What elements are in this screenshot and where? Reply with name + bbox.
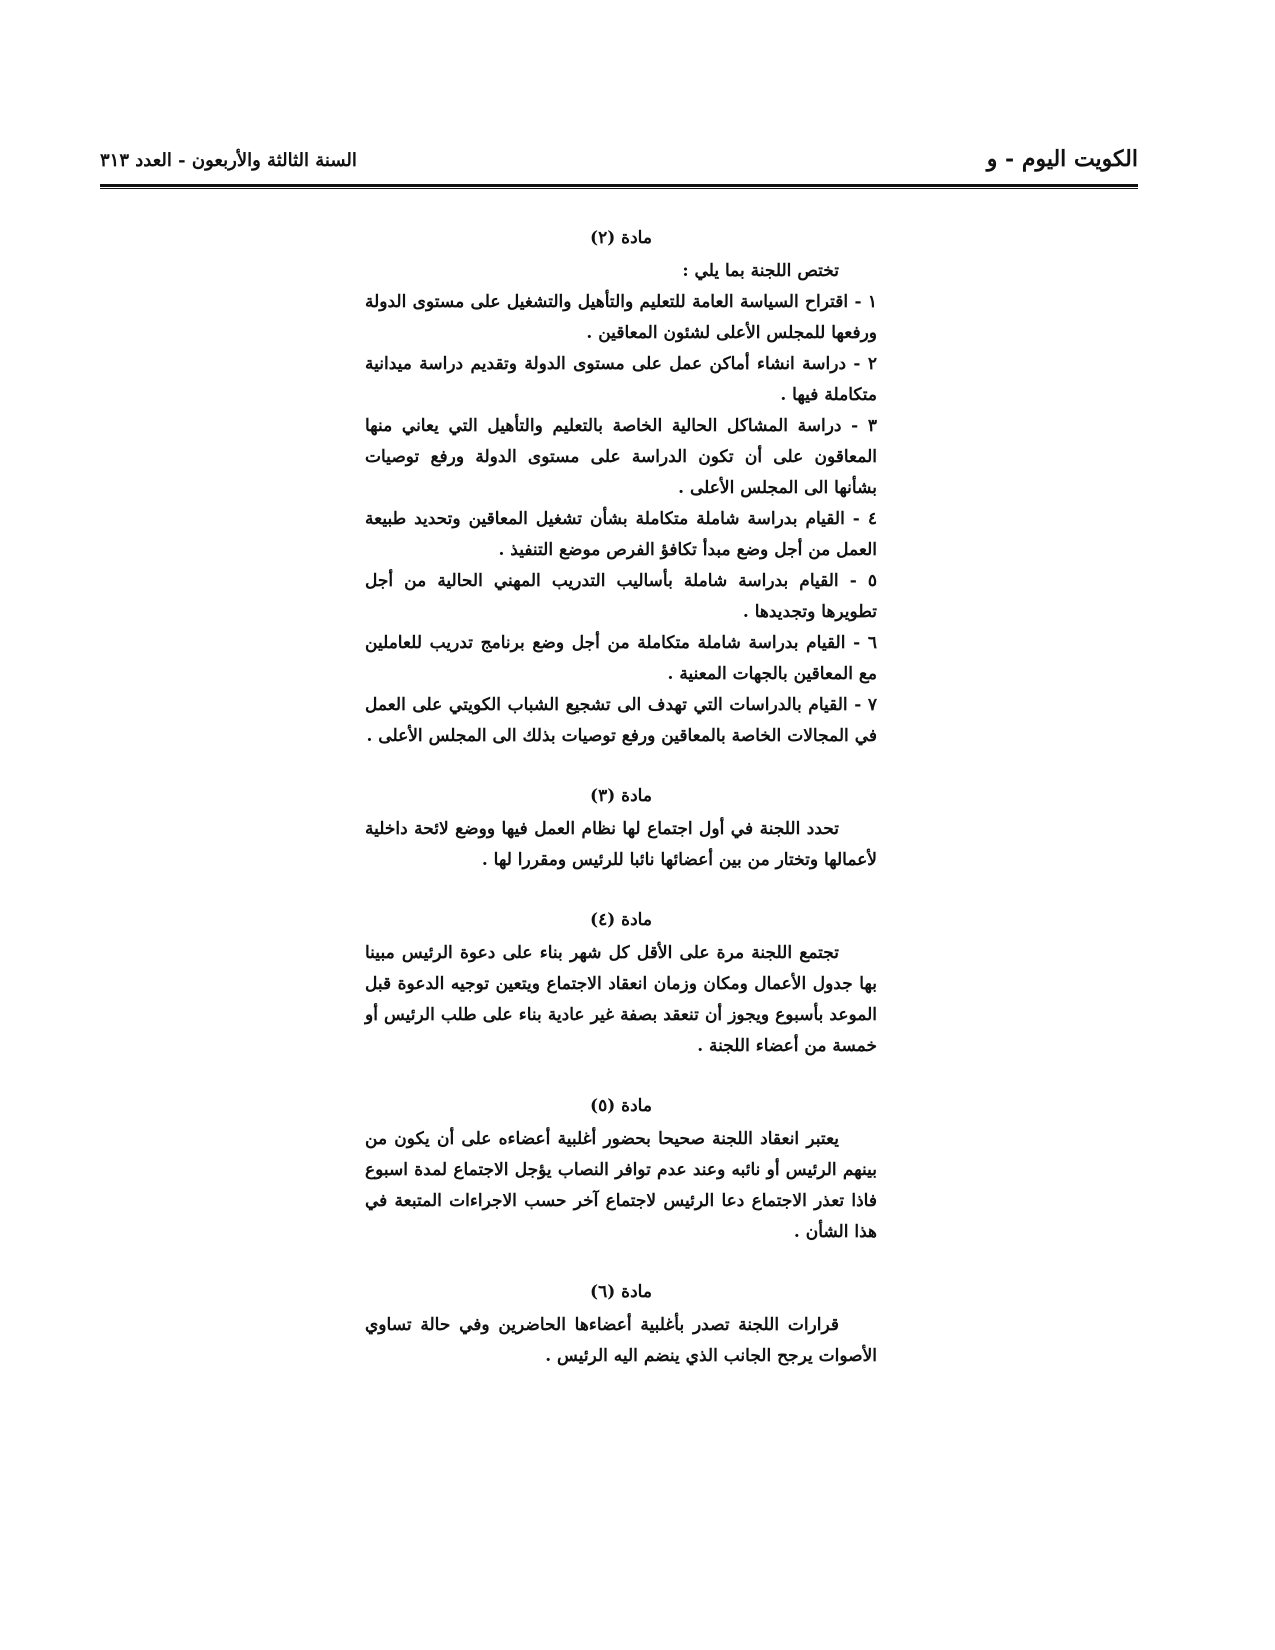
article-text: تجتمع اللجنة مرة على الأقل كل شهر بناء على دعوة الرئيس مبينا بها جدول الأعمال ومكان وزمان انعقاد الاجتماع ويتعين توجيه الدعوة قبل الموعد بأسبوع ويجوز أن تنعقد بصفة غير عادية بناء على طلب الرئيس أو خمسة من أعضاء اللجنة . [365,943,878,1056]
article-title: مادة (٦) [590,1282,652,1302]
article-3 [365,786,877,876]
article-intro: تختص اللجنة بما يلي : [682,261,839,281]
article-item: ٢ - دراسة انشاء أماكن عمل على مستوى الدولة وتقديم دراسة ميدانية متكاملة فيها . [365,354,877,405]
page-header [100,146,1138,176]
article-text: يعتبر انعقاد اللجنة صحيحا بحضور أغلبية أعضاءه على أن يكون من بينهم الرئيس أو نائبه وعند عدم توافر النصاب يؤجل الاجتماع لمدة اسبوع فاذا تعذر الاجتماع دعا الرئيس لاجتماع آخر حسب الاجراءات المتبعة في هذا الشأن . [365,1129,877,1242]
publication-name: الكويت اليوم - و [986,146,1138,172]
article-item: ٦ - القيام بدراسة شاملة متكاملة من أجل وضع برنامج تدريب للعاملين مع المعاقين بالجهات المعنية . [365,633,877,684]
article-item: ١ - اقتراح السياسة العامة للتعليم والتأهيل والتشغيل على مستوى الدولة ورفعها للمجلس الأعلى لشئون المعاقين . [365,292,877,343]
article-text: قرارات اللجنة تصدر بأغلبية أعضاءها الحاضرين وفي حالة تساوي الأصوات يرجح الجانب الذي ينضم اليه الرئيس . [365,1315,877,1366]
header-divider [100,184,1138,190]
article-item: ٥ - القيام بدراسة شاملة بأساليب التدريب المهني الحالية من أجل تطويرها وتجديدها . [365,571,877,622]
article-title: مادة (٤) [590,910,652,930]
article-4 [365,910,877,1062]
article-2 [365,228,877,752]
article-6 [365,1282,877,1372]
article-item: ٤ - القيام بدراسة شاملة متكاملة بشأن تشغيل المعاقين وتحديد طبيعة العمل من أجل وضع مبدأ تكافؤ الفرص موضع التنفيذ . [365,509,877,560]
article-text: تحدد اللجنة في أول اجتماع لها نظام العمل فيها ووضع لائحة داخلية لأعمالها وتختار من بين أعضائها نائبا للرئيس ومقررا لها . [365,819,877,870]
article-5 [365,1096,877,1248]
article-item: ٣ - دراسة المشاكل الحالية الخاصة بالتعليم والتأهيل التي يعاني منها المعاقون على أن تكون الدراسة على مستوى الدولة ورفع توصيات بشأنها الى المجلس الأعلى . [365,416,877,498]
article-title: مادة (٥) [590,1096,652,1116]
document-body [365,228,877,1406]
article-title: مادة (٢) [590,228,652,248]
article-item: ٧ - القيام بالدراسات التي تهدف الى تشجيع الشباب الكويتي على العمل في المجالات الخاصة بالمعاقين ورفع توصيات بذلك الى المجلس الأعلى . [365,695,877,746]
issue-info: السنة الثالثة والأربعون - العدد ٣١٣ [100,150,357,171]
article-title: مادة (٣) [590,786,652,806]
